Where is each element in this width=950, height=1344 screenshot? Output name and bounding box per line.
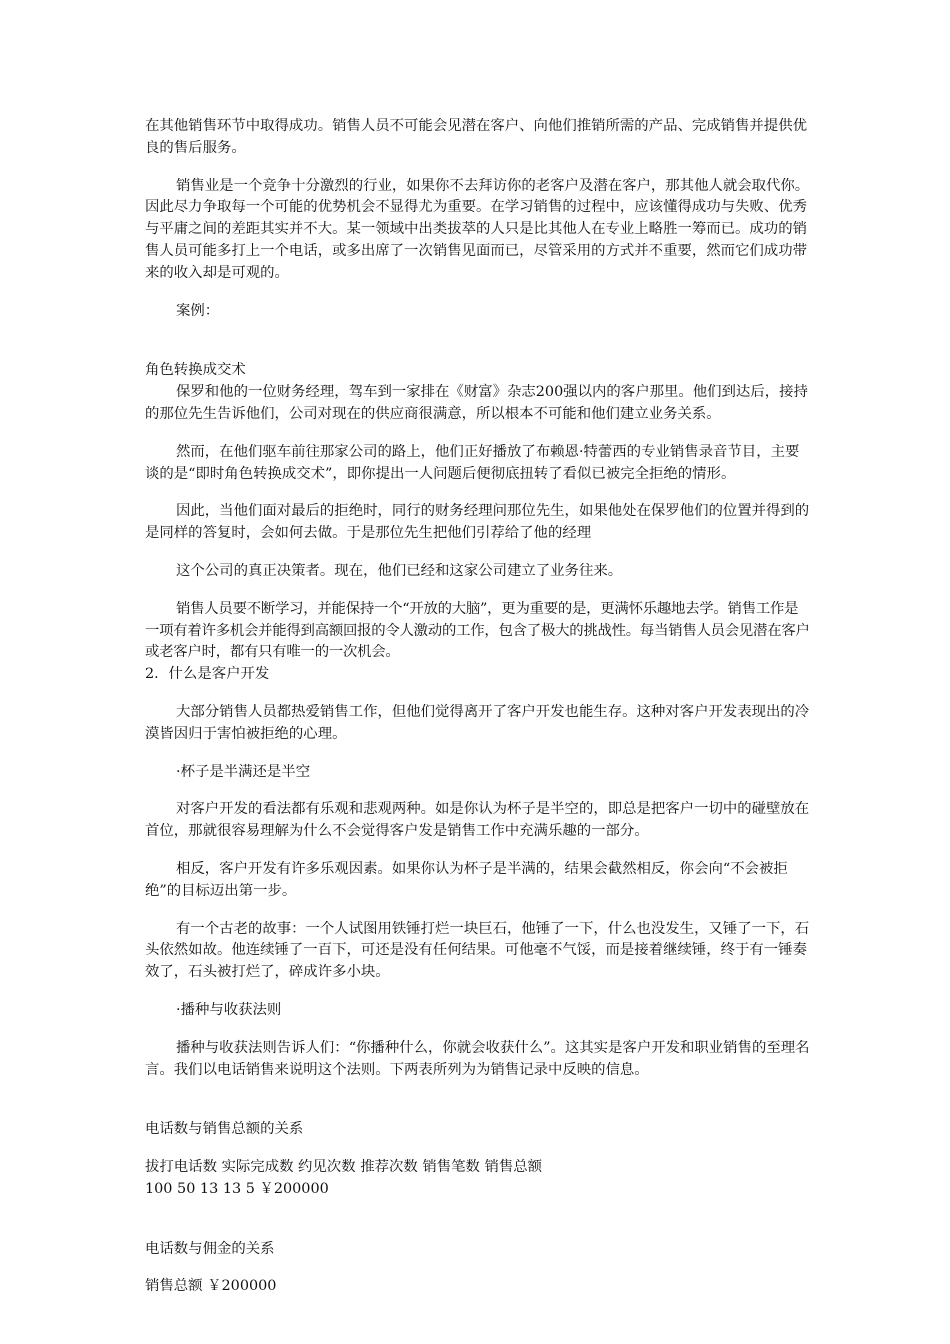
document-page bbox=[145, 116, 810, 1298]
table-title: 电话数与佣金的关系 bbox=[145, 1240, 275, 1257]
section-heading: 2．什么是客户开发 bbox=[145, 666, 270, 683]
paragraph: 销售业是一个竞争十分激烈的行业，如果你不去拜访你的老客户及潜在客户，那其他人就会取代你。因此尽力争取每一个可能的优势机会不显得尤为重要。在学习销售的过程中，应该懂得成功与失败、优秀与平庸之间的差距其实并不大。某一领域中出类拔萃的人只是比其他人在专业上略胜一筹而已。成功的销售人员可能多打上一个电话，或多出席了一次销售见面而已，尽管采用的方式并不重要，然而它们成功带来的收入却是可观的。 bbox=[145, 177, 810, 281]
bullet-heading: ·杯子是半满还是半空 bbox=[176, 763, 311, 780]
table-title: 电话数与销售总额的关系 bbox=[145, 1121, 304, 1138]
paragraph: 然而，在他们驱车前往那家公司的路上，他们正好播放了布赖恩·特蕾西的专业销售录音节目，主要谈的是“即时角色转换成交术”，即你提出一人问题后便彻底扭转了看似已被完全拒绝的情形。 bbox=[145, 443, 800, 482]
paragraph: 这个公司的真正决策者。现在，他们已经和这家公司建立了业务往来。 bbox=[176, 562, 623, 579]
paragraph: 有一个古老的故事：一个人试图用铁锤打烂一块巨石，他锤了一下，什么也没发生，又锤了一下，石头依然如故。他连续锤了一百下，可还是没有任何结果。可他毫不气馁，而是接着继续锤，终于有一锤奏效了，石头被打烂了，碎成许多小块。 bbox=[145, 920, 810, 981]
paragraph: 因此，当他们面对最后的拒绝时，同行的财务经理问那位先生，如果他处在保罗他们的位置并得到的是同样的答复时，会如何去做。于是那位先生把他们引荐给了他的经理 bbox=[145, 503, 810, 542]
table-row: 销售总额 ￥200000 bbox=[145, 1278, 277, 1295]
paragraph: 保罗和他的一位财务经理，驾车到一家排在《财富》杂志200强以内的客户那里。他们到达后，接持的那位先生告诉他们，公司对现在的供应商很满意，所以根本不可能和他们建立业务关系。 bbox=[145, 384, 808, 422]
bullet-heading: ·播种与收获法则 bbox=[176, 1001, 282, 1018]
table-header-row: 拔打电话数 实际完成数 约见次数 推荐次数 销售笔数 销售总额 bbox=[145, 1159, 543, 1176]
paragraph: 案例： bbox=[176, 302, 220, 319]
paragraph: 销售人员要不断学习，并能保持一个“开放的大脑”，更为重要的是，更满怀乐趣地去学。销售工作是一项有着许多机会并能得到高额回报的令人激动的工作，包含了极大的挑战性。每当销售人员会见潜在客户或老客户时，都有只有唯一的一次机会。 bbox=[145, 600, 810, 661]
paragraph: 播种与收获法则告诉人们：“你播种什么，你就会收获什么”。这其实是客户开发和职业销售的至理名言。我们以电话销售来说明这个法则。下两表所列为为销售记录中反映的信息。 bbox=[145, 1039, 810, 1078]
paragraph: 对客户开发的看法都有乐观和悲观两种。如是你认为杯子是半空的，即总是把客户一切中的碰壁放在首位，那就很容易理解为什么不会觉得客户发是销售工作中充满乐趣的一部分。 bbox=[145, 801, 810, 840]
paragraph: 大部分销售人员都热爱销售工作，但他们觉得离开了客户开发也能生存。这种对客户开发表现出的冷漠皆因归于害怕被拒绝的心理。 bbox=[145, 703, 810, 742]
section-heading: 角色转换成交术 bbox=[145, 362, 246, 379]
table-value-row: 100 50 13 13 5 ￥200000 bbox=[145, 1180, 329, 1197]
paragraph: 在其他销售环节中取得成功。销售人员不可能会见潜在客户、向他们推销所需的产品、完成销售并提供优良的售后服务。 bbox=[145, 118, 807, 156]
paragraph: 相反，客户开发有许多乐观因素。如果你认为杯子是半满的，结果会截然相反，你会向“不会被拒绝”的目标迈出第一步。 bbox=[145, 860, 788, 899]
